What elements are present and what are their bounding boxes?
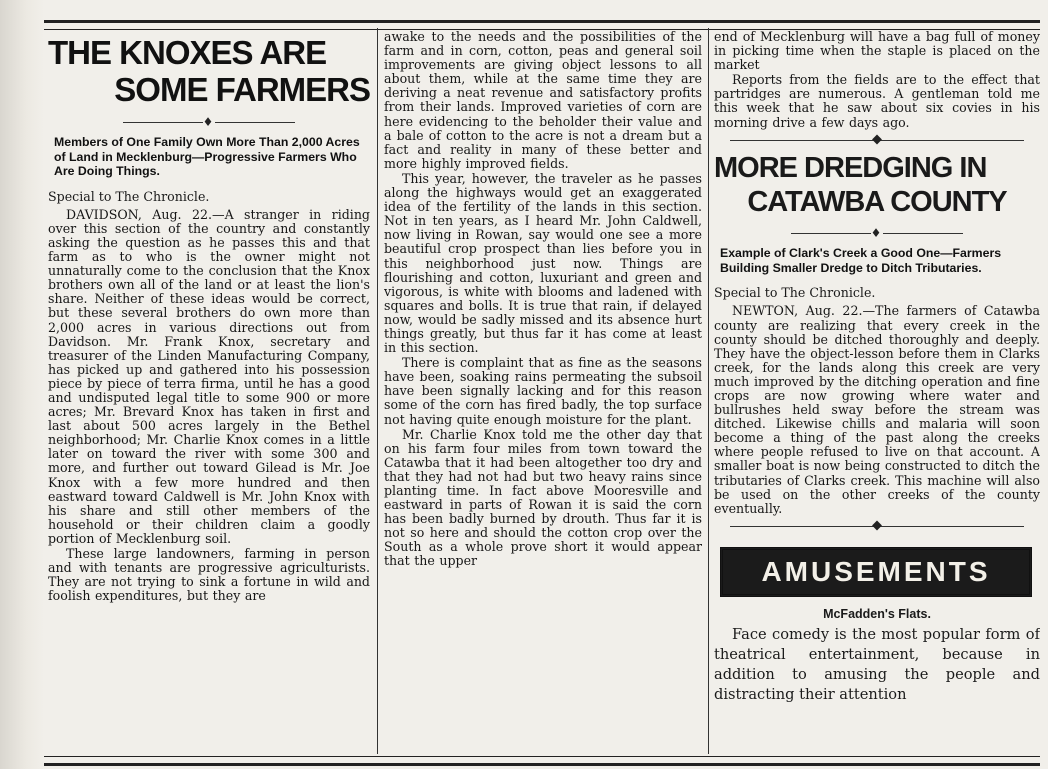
column-2 xyxy=(384,30,702,751)
article-paragraph: awake to the needs and the possibilities of the farm and in corn, cotton, peas and general soil improvements are giving object lessons to all about them, while at the same time they are deriving a neat revenue and satisfactory profits from their lands. Improved varieties of corn are here evidencing to the beholder their value and a bale of cotton to the acre is not a dream but a fact and reality in many of these better and more highly improved fields. xyxy=(384,30,702,171)
article-paragraph: Reports from the fields are to the effect that partridges are numerous. A gentleman told me this week that he saw about six covies in his morning drive a few days ago. xyxy=(714,72,1040,130)
headline-dredging-line1: MORE DREDGING IN xyxy=(714,151,987,184)
diamond-icon xyxy=(872,134,882,144)
column-rule xyxy=(377,28,378,754)
diamond-divider xyxy=(730,140,1024,151)
article-paragraph: Face comedy is the most popular form of theatrical entertainment, because in addition to amusing the people and distracting their attention xyxy=(714,625,1040,703)
headline-knoxes-line2: SOME FARMERS xyxy=(114,70,370,108)
byline: Special to The Chronicle. xyxy=(714,285,876,301)
column-rule xyxy=(708,28,709,754)
diamond-divider xyxy=(730,526,1024,537)
article-paragraph: NEWTON, Aug. 22.—The farmers of Catawba county are realizing that every creek in the county should be ditched thoroughly and deeply. They have the object-lesson before them in Clarks creek, for the lands along this creek are very much improved by the ditching operation and fine crops are now growing where water and bullrushes held sway before the stream was ditched. Likewise chills and malaria will soon become a thing of the past along the creeks where people refused to live on that account. A smaller boat is now being constructed to ditch the tributaries of Clarks creek. This machine will also be used on the other creeks of the county eventually. xyxy=(714,303,1040,516)
deck-dredging: Example of Clark's Creek a Good One—Farmers Building Smaller Dredge to Ditch Tributaries. xyxy=(720,246,1002,275)
top-rule xyxy=(44,20,1040,30)
amusements-subhead: McFadden's Flats. xyxy=(823,606,931,621)
article-paragraph: There is complaint that as fine as the seasons have been, soaking rains permeating the subsoil have been signally lacking and for this reason some of the corn has fired badly, the top surface not having quite enough moisture for the plant. xyxy=(384,355,702,427)
article-paragraph: DAVIDSON, Aug. 22.—A stranger in riding over this section of the country and constantly asking the question as he passes this and that farm as to who is the owner might not unnaturally come to the conclusion that the Knox brothers own all of the land or at least the lion's share. Neither of these ideas would be correct, but these several brothers do own more than 2,000 acres in various directions out from Davidson. Mr. Frank Knox, secretary and treasurer of the Linden Manufacturing Company, has picked up and gathered into his possession piece by piece of terra firma, until he has a good and undisputed legal title to some 900 or more acres; Mr. Brevard Knox has taken in first and last about 500 acres largely in the Bethel neighborhood; Mr. Charlie Knox comes in a little later on toward the river with some 300 and more, and further out toward Gilead is Mr. Joe Knox with a few more hundred and then eastward toward Caldwell is Mr. John Knox with his share and still other members of the household or their children claim a goodly portion of Mecklenburg soil. xyxy=(48,206,370,546)
article-paragraph: This year, however, the traveler as he passes along the highways would get an exaggerated idea of the fertility of the lands in this section. Not in ten years, as I heard Mr. John Caldwell, now living in Rowan, say would one see a more beautiful crop prospect than lies before you in this neighborhood just now. Things are flourishing and cotton, luxuriant and green and vigorous, is white with blooms and ladened with squares and bolls. It is true that rain, if delayed now, would be sadly missed and its absence hurt things greatly, but thus far it has come at least in this section. xyxy=(384,170,702,356)
amusements-banner: AMUSEMENTS xyxy=(720,547,1032,597)
article-paragraph: end of Mecklenburg will have a bag full of money in picking time when the staple is placed on the market xyxy=(714,30,1040,73)
byline: Special to The Chronicle. xyxy=(48,188,210,204)
ornament-divider: ♦ xyxy=(48,115,370,129)
ornament-divider: ♦ xyxy=(714,226,1040,240)
column-1 xyxy=(48,30,370,751)
diamond-icon xyxy=(872,520,882,530)
headline-knoxes-line1: THE KNOXES ARE xyxy=(48,34,327,71)
bottom-rule xyxy=(44,756,1040,766)
article-paragraph: These large landowners, farming in person and with tenants are progressive agriculturists. They are not trying to sink a fortune in wild and foolish expenditures, but they are xyxy=(48,546,370,604)
column-3 xyxy=(714,30,1040,751)
deck-knoxes: Members of One Family Own More Than 2,000 Acres of Land in Mecklenburg—Progressive Farmers Who Are Doing Things. xyxy=(54,135,360,179)
headline-dredging-line2: CATAWBA COUNTY xyxy=(747,185,1007,218)
scan-edge xyxy=(0,0,44,769)
article-paragraph: Mr. Charlie Knox told me the other day that on his farm four miles from town toward the Catawba that it had been altogether too dry and that they had not had but two heavy rains since planting time. In fact above Mooresville and eastward in parts of Rowan it is said the corn has been badly burned by drouth. Thus far it is not so here and should the cotton crop over the South as a whole prove short it would appear that the upper xyxy=(384,426,702,569)
